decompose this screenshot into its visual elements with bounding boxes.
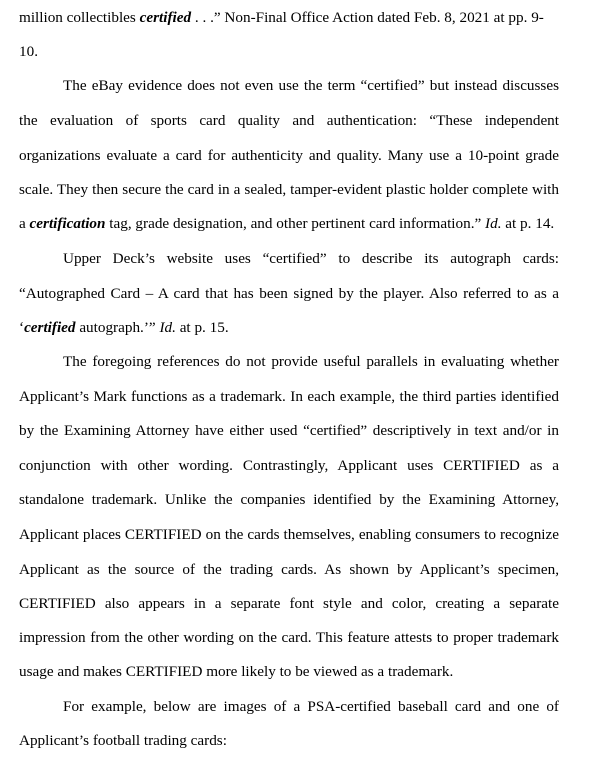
text-line: million collectibles certified . . .” Non-Final Office Action dated Feb. 8, 2021 at pp. 9-	[19, 9, 544, 26]
text-line: scale. They then secure the card in a sealed, tamper-evident plastic holder complete with	[19, 181, 559, 198]
text-line: by the Examining Attorney have either used “certified” descriptively in text and/or in	[19, 422, 559, 439]
text-line: the evaluation of sports card quality and authentication: “These independent	[19, 112, 559, 129]
text-line: organizations evaluate a card for authenticity and quality. Many use a 10-point grade	[19, 147, 559, 164]
text-line: ‘certified autograph.’” Id. at p. 15.	[19, 319, 229, 336]
text-line: 10.	[19, 43, 38, 60]
emphasis-text: certified	[24, 319, 76, 336]
text-line: Applicant’s football trading cards:	[19, 732, 227, 749]
text-line: The eBay evidence does not even use the term “certified” but instead discusses	[63, 77, 559, 94]
text-line: standalone trademark. Unlike the companies identified by the Examining Attorney,	[19, 491, 559, 508]
text-line: usage and makes CERTIFIED more likely to be viewed as a trademark.	[19, 663, 454, 680]
text-line: Applicant places CERTIFIED on the cards themselves, enabling consumers to recognize	[19, 526, 559, 543]
citation-id: Id.	[485, 215, 502, 232]
text-line: Upper Deck’s website uses “certified” to describe its autograph cards:	[63, 250, 559, 267]
text-line: Applicant’s Mark functions as a trademark. In each example, the third parties identified	[19, 388, 559, 405]
emphasis-text: certification	[29, 215, 106, 232]
text-line: “Autographed Card – A card that has been signed by the player. Also referred to as a	[19, 285, 559, 302]
citation-id: Id.	[159, 319, 176, 336]
text-line: CERTIFIED also appears in a separate font style and color, creating a separate	[19, 595, 559, 612]
text-line: impression from the other wording on the card. This feature attests to proper trademark	[19, 629, 559, 646]
text-line: conjunction with other wording. Contrastingly, Applicant uses CERTIFIED as a	[19, 457, 559, 474]
emphasis-text: certified	[139, 9, 192, 26]
text-line: Applicant as the source of the trading cards. As shown by Applicant’s specimen,	[19, 561, 559, 578]
text-line: For example, below are images of a PSA-certified baseball card and one of	[63, 698, 559, 715]
text-line: The foregoing references do not provide useful parallels in evaluating whether	[63, 353, 559, 370]
text-line: a certification tag, grade designation, and other pertinent card information.” Id. at p. 14.	[19, 215, 555, 232]
